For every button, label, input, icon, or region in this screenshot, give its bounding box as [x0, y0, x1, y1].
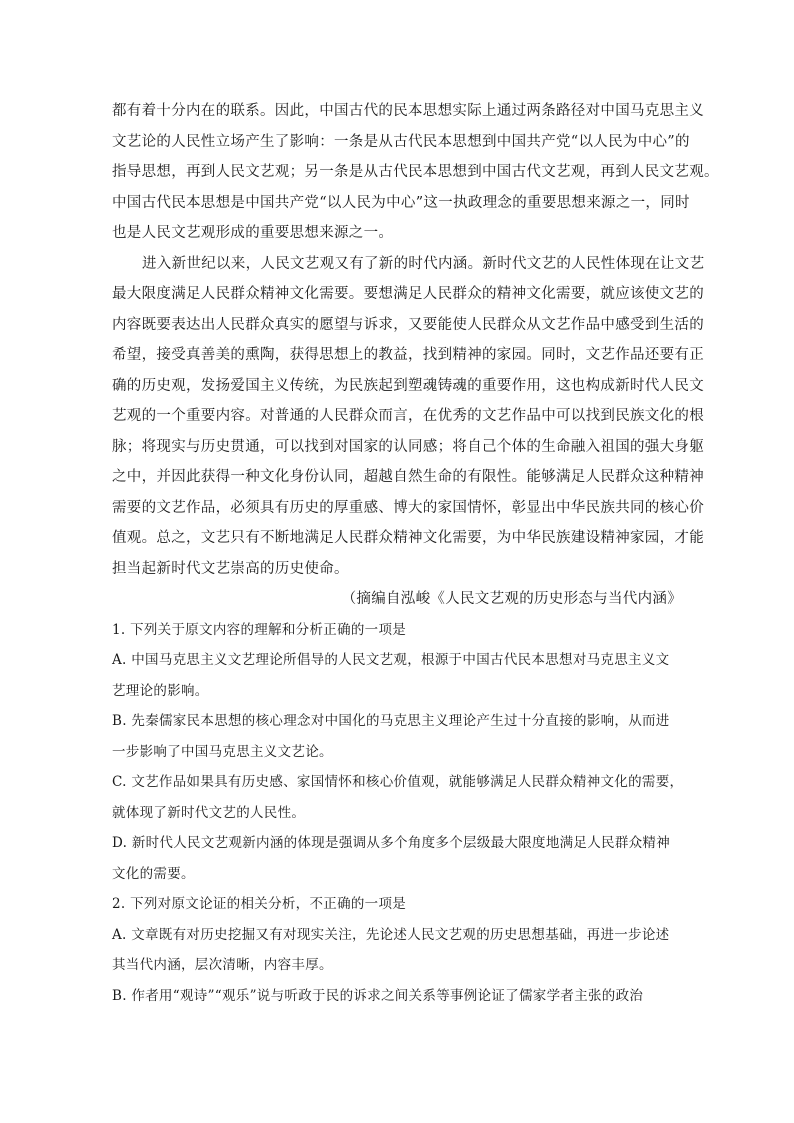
option-line: A. 文章既有对历史挖掘又有对现实关注，先论述人民文艺观的历史思想基础，再进一步论述 — [112, 926, 670, 943]
option-line: 一步影响了中国马克思主义文艺论。 — [112, 743, 333, 760]
paragraph-1 — [112, 96, 719, 249]
text-line: 艺观的一个重要内容。对普通的人民群众而言，在优秀的文艺作品中可以找到民族文化的根 — [112, 408, 704, 424]
option-line: A. 中国马克思主义文艺理论所倡导的人民文艺观，根源于中国古代民本思想对马克思主义文 — [112, 652, 670, 668]
text-line: 值观。总之，文艺只有不断地满足人民群众精神文化需要，为中华民族建设精神家园，才能 — [112, 530, 704, 546]
text-line: 指导思想，再到人民文艺观；另一条是从古代民本思想到中国古代文艺观，再到人民文艺观。 — [112, 164, 719, 180]
text-line: 中国古代民本思想是中国共产党“以人民为中心”这一执政理念的重要思想来源之一，同时 — [112, 194, 690, 211]
option-line: 艺理论的影响。 — [112, 682, 209, 699]
document-body — [112, 96, 719, 1011]
option-line: 文化的需要。 — [112, 865, 195, 882]
option-line: 就体现了新时代文艺的人民性。 — [112, 804, 306, 821]
text-line: 也是人民文艺观形成的重要思想来源之一。 — [112, 225, 394, 241]
option-b — [112, 981, 682, 1012]
option-line: B. 作者用“观诗”“观乐”说与听政于民的诉求之间关系等事例论证了儒家学者主张的政治 — [112, 987, 644, 1004]
option-a — [112, 920, 682, 981]
text-line: 确的历史观，发扬爱国主义传统，为民族起到塑魂铸魂的重要作用，这也构成新时代人民文 — [112, 377, 704, 394]
option-line: C. 文艺作品如果具有历史感、家国情怀和核心价值观，就能够满足人民群众精神文化的需要， — [112, 774, 684, 790]
text-line: 都有着十分内在的联系。因此，中国古代的民本思想实际上通过两条路径对中国马克思主义 — [112, 103, 704, 119]
option-d — [112, 828, 682, 889]
option-line: D. 新时代人民文艺观新内涵的体现是强调从多个角度多个层级最大限度地满足人民群众精神 — [112, 835, 671, 851]
text-line: 文艺论的人民性立场产生了影响：一条是从古代民本思想到中国共产党“以人民为中心”的 — [112, 133, 690, 150]
text-line: 进入新世纪以来，人民文艺观又有了新的时代内涵。新时代文艺的人民性体现在让文艺 — [142, 255, 705, 272]
question-stem: 2. 下列对原文论证的相关分析，不正确的一项是 — [112, 896, 407, 912]
question-stem: 1. 下列关于原文内容的理解和分析正确的一项是 — [112, 621, 407, 638]
question-1 — [112, 615, 682, 890]
option-c — [112, 767, 682, 828]
option-b — [112, 706, 682, 767]
text-line: 之中，并因此获得一种文化身份认同，超越自然生命的有限性。能够满足人民群众这种精神 — [112, 469, 704, 485]
text-line: 最大限度满足人民群众精神文化需要。要想满足人民群众的精神文化需要，就应该使文艺的 — [112, 286, 704, 302]
text-line: 需要的文艺作品，必须具有历史的厚重感、博大的家国情怀，彰显出中华民族共同的核心价 — [112, 499, 704, 516]
source-citation: （摘编自泓峻《人民文艺观的历史形态与当代内涵》 — [341, 591, 682, 607]
text-line: 担当起新时代文艺崇高的历史使命。 — [112, 560, 349, 577]
text-line: 脉；将现实与历史贯通，可以找到对国家的认同感；将自己个体的生命融入祖国的强大身躯 — [112, 438, 704, 455]
option-a — [112, 645, 682, 706]
question-2 — [112, 889, 682, 1011]
option-line: 其当代内涵，层次清晰，内容丰厚。 — [112, 957, 333, 973]
paragraph-2 — [112, 249, 705, 585]
text-line: 内容既要表达出人民群众真实的愿望与诉求，又要能使人民群众从文艺作品中感受到生活的 — [112, 316, 704, 333]
option-line: B. 先秦儒家民本思想的核心理念对中国化的马克思主义理论产生过十分直接的影响，从而进 — [112, 713, 670, 729]
text-line: 希望，接受真善美的熏陶，获得思想上的教益，找到精神的家园。同时，文艺作品还要有正 — [112, 347, 704, 363]
